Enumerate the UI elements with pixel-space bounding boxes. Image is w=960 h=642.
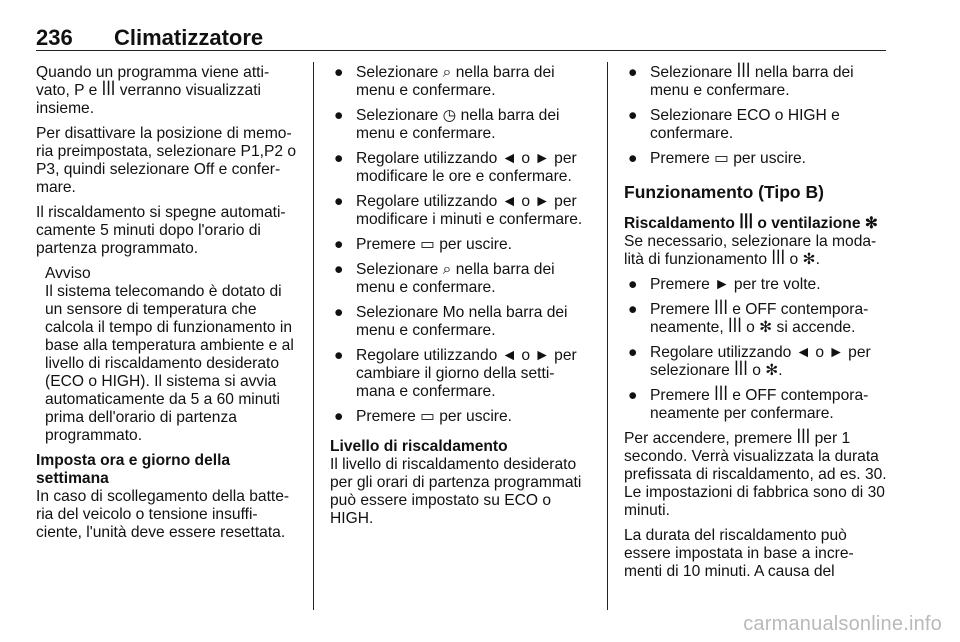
list-item [330, 347, 592, 401]
list-item [330, 408, 592, 426]
paragraph: Il riscaldamento si spegne automati- camente 5 minuti dopo l'orario di partenza programmato. [36, 204, 286, 257]
bullet-icon: ● [628, 387, 638, 404]
list-item-text: Selezionare ECO o HIGH e confermare. [650, 107, 840, 142]
list-item [624, 64, 888, 100]
note-text: Il sistema telecomando è dotato di un sensore di temperatura che calcola il tempo di funzionamento in base alla temperatura ambiente e al livello di riscaldamento desiderato (ECO o HIGH). Il sistema si avvia automaticamente da 5 a 60 minuti prima dell'orario di partenza programmato. [45, 283, 294, 444]
column-divider-2 [607, 62, 608, 610]
list-item [330, 64, 592, 100]
paragraph: La durata del riscaldamento può essere impostata in base a incre- menti di 10 minuti. A causa del [624, 527, 854, 580]
list-item [624, 344, 888, 380]
list-item [330, 150, 592, 186]
bullet-icon: ● [334, 107, 344, 124]
list-item-text: Premere ꟾꟾꟾ e OFF contempora- neamente per confermare. [650, 387, 869, 422]
paragraph: Se necessario, selezionare la moda- lità di funzionamento ꟾꟾꟾ o ✻. [624, 233, 877, 268]
list-item [624, 301, 888, 337]
column-3 [624, 64, 888, 588]
section-title: Funzionamento (Tipo B) [624, 182, 824, 202]
bullet-icon: ● [628, 64, 638, 81]
paragraph: Per disattivare la posizione di memo- ria preimpostata, selezionare P1,P2 o P3, quindi selezionare Off e confer- mare. [36, 125, 297, 196]
list-item [330, 193, 592, 229]
bullet-icon: ● [628, 150, 638, 167]
header-rule [36, 50, 886, 51]
bullet-icon: ● [334, 236, 344, 253]
column-2 [330, 64, 592, 535]
bullet-icon: ● [334, 304, 344, 321]
list-item [624, 276, 888, 294]
bullet-icon: ● [334, 261, 344, 278]
bullet-icon: ● [628, 107, 638, 124]
list-item-text: Selezionare ⌕ nella barra dei menu e confermare. [356, 64, 555, 99]
page-header [36, 25, 886, 51]
bullet-icon: ● [334, 408, 344, 425]
list-item [624, 150, 888, 168]
list-item-text: Selezionare ⌕ nella barra dei menu e confermare. [356, 261, 555, 296]
bullet-icon: ● [334, 64, 344, 81]
list-item-text: Regolare utilizzando ◄ o ► per modificare le ore e confermare. [356, 150, 577, 185]
list-item-text: Selezionare Mo nella barra dei menu e confermare. [356, 304, 568, 339]
column-1 [36, 64, 298, 549]
list-item [624, 387, 888, 423]
list-item [330, 107, 592, 143]
column-divider-1 [313, 62, 314, 610]
note-box [45, 265, 298, 445]
watermark: carmanualsonline.info [743, 613, 942, 635]
bullet-icon: ● [334, 347, 344, 364]
list-item-text: Regolare utilizzando ◄ o ► per cambiare il giorno della setti- mana e confermare. [356, 347, 577, 400]
list-item-text: Selezionare ◷ nella barra dei menu e confermare. [356, 107, 560, 142]
bullet-icon: ● [334, 150, 344, 167]
list-item-text: Selezionare ꟾꟾꟾ nella barra dei menu e confermare. [650, 64, 854, 99]
bullet-icon: ● [628, 276, 638, 293]
bullet-icon: ● [334, 193, 344, 210]
list-item [330, 261, 592, 297]
paragraph: In caso di scollegamento della batte- ria del veicolo o tensione insuffi- ciente, l'unità deve essere resettata. [36, 488, 290, 541]
list-item-text: Premere ▭ per uscire. [356, 236, 512, 253]
list-item-text: Premere ▭ per uscire. [356, 408, 512, 425]
list-item-text: Premere ▭ per uscire. [650, 150, 806, 167]
list-item [624, 107, 888, 143]
list-item-text: Regolare utilizzando ◄ o ► per modificare i minuti e confermare. [356, 193, 583, 228]
list-item-text: Premere ꟾꟾꟾ e OFF contempora- neamente, ꟾꟾꟾ o ✻ si accende. [650, 301, 869, 336]
section-heading: Livello di riscaldamento [330, 438, 508, 455]
bullet-icon: ● [628, 301, 638, 318]
bullet-icon: ● [628, 344, 638, 361]
list-item-text: Premere ► per tre volte. [650, 276, 821, 293]
section-heading: Imposta ora e giorno della settimana [36, 452, 231, 487]
paragraph: Per accendere, premere ꟾꟾꟾ per 1 secondo. Verrà visualizzata la durata prefissata di riscaldamento, ad es. 30. Le impostazioni di fabbrica sono di 30 minuti. [624, 430, 887, 519]
paragraph: Il livello di riscaldamento desiderato per gli orari di partenza programmati può essere impostato su ECO o HIGH. [330, 456, 582, 527]
note-title: Avviso [45, 265, 91, 282]
page-title: Climatizzatore [114, 25, 264, 50]
section-heading: Riscaldamento ꟾꟾꟾ o ventilazione ✻ [624, 215, 878, 232]
list-item [330, 304, 592, 340]
paragraph: Quando un programma viene atti- vato, P e ꟾꟾꟾ verranno visualizzati insieme. [36, 64, 270, 117]
list-item-text: Regolare utilizzando ◄ o ► per selezionare ꟾꟾꟾ o ✻. [650, 344, 871, 379]
page-number: 236 [36, 25, 73, 50]
list-item [330, 236, 592, 254]
